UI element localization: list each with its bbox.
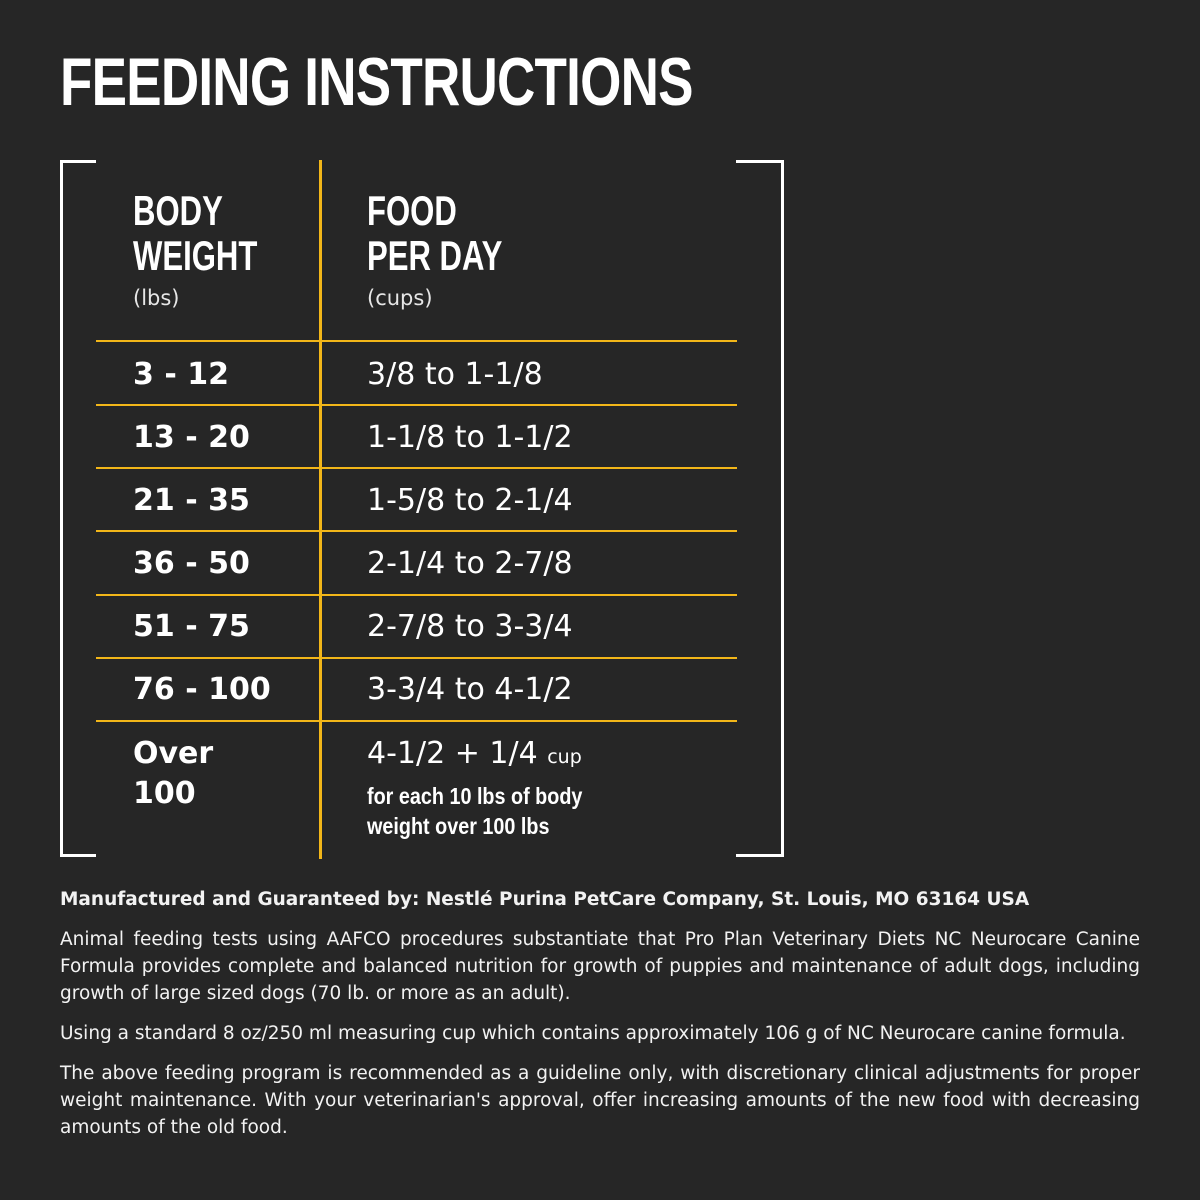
row-divider (96, 720, 737, 722)
row-weight: 51 - 75 (133, 609, 250, 644)
row-divider (96, 657, 737, 659)
row-weight: 3 - 12 (133, 357, 229, 392)
manufacturer-line: Manufactured and Guaranteed by: Nestlé Purina PetCare Company, St. Louis, MO 63164 USA (60, 889, 1030, 910)
column-divider (319, 160, 322, 859)
row-weight: 36 - 50 (133, 546, 250, 581)
row-food (367, 736, 582, 771)
row-weight: 100 (133, 776, 196, 811)
row-food: 2-7/8 to 3-3/4 (367, 609, 573, 644)
body-weight-header (133, 188, 257, 278)
body-weight-unit: (lbs) (133, 286, 180, 310)
row-food-amount: 4-1/2 + 1/4 (367, 736, 538, 771)
food-per-day-header-line-1: FOOD (367, 187, 457, 234)
row-food: 2-1/4 to 2-7/8 (367, 546, 573, 581)
row-food-unit: cup (547, 746, 582, 768)
row-weight: 13 - 20 (133, 420, 250, 455)
aafco-statement: Animal feeding tests using AAFCO procedures substantiate that Pro Plan Veterinary Diets NC Neurocare Canine Formula provides complete and balanced nutrition for growth of puppies and maintenance of adult dogs, including growth of large sized dogs (70 lb. or more as an adult). (60, 929, 1140, 1004)
footer-text (60, 886, 1140, 1154)
row-weight: Over (133, 736, 214, 771)
food-per-day-unit: (cups) (367, 286, 433, 310)
page-title: FEEDING INSTRUCTIONS (60, 44, 693, 120)
row-food: 1-5/8 to 2-1/4 (367, 483, 573, 518)
guideline-note: The above feeding program is recommended as a guideline only, with discretionary clinical adjustments for proper weight maintenance. With your veterinarian's approval, offer increasing amounts of the new food with decreasing amounts of the old food. (60, 1063, 1140, 1138)
food-per-day-header-line-2: PER DAY (367, 232, 503, 279)
body-weight-header-line-2: WEIGHT (133, 232, 258, 279)
food-per-day-header (367, 188, 502, 278)
row-divider (96, 340, 737, 342)
row-food-note-line-2: weight over 100 lbs (367, 813, 550, 839)
body-weight-header-line-1: BODY (133, 187, 223, 234)
row-weight: 76 - 100 (133, 672, 271, 707)
row-divider (96, 530, 737, 532)
row-divider (96, 594, 737, 596)
row-food-note (367, 781, 582, 841)
row-food-note-line-1: for each 10 lbs of body (367, 783, 583, 809)
row-food: 3/8 to 1-1/8 (367, 357, 543, 392)
table-left-bracket (60, 160, 96, 857)
row-food: 1-1/8 to 1-1/2 (367, 420, 573, 455)
row-food: 3-3/4 to 4-1/2 (367, 672, 573, 707)
table-right-bracket (736, 160, 784, 857)
row-divider (96, 404, 737, 406)
row-weight: 21 - 35 (133, 483, 250, 518)
measuring-cup-note: Using a standard 8 oz/250 ml measuring cup which contains approximately 106 g of NC Neurocare canine formula. (60, 1023, 1126, 1044)
row-divider (96, 467, 737, 469)
